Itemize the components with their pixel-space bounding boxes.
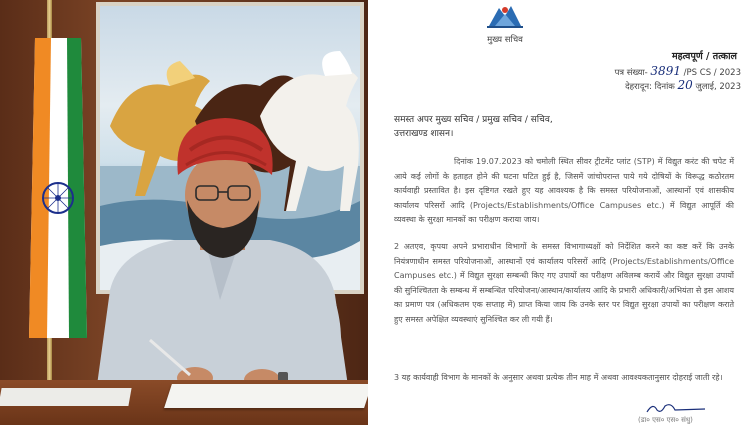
signatory-name: (डा० एस० एस० संधु) <box>638 416 693 424</box>
signature-mark <box>645 400 715 416</box>
official-photo <box>0 0 368 425</box>
letter-paragraph-1: दिनांक 19.07.2023 को चमोली स्थित सीवर ट्रीटमेंट प्लांट (STP) में विद्युत करंट की चपेट में आये कई लोगों के हताहत होने की घटना घटित हुई है, जिसमें जांचोपरान्त पाये गये दोषियों के विरूद्ध कठोरतम कार्यवाही प्रस्तावित है। इस दृष्टिगत रखते हुए यह आवश्यक है कि समस्त परियोजनाओं, आस्थानों एवं शासकीय कार्यालय परिसरों आदि (Projects/Establishments/Office Campuses etc.) में विद्युत आपूर्ति की व्यवस्था के सुरक्षा मानकों का परीक्षण कराया जाय। <box>394 157 734 225</box>
office-name: मुख्य सचिव <box>487 35 523 45</box>
letter-reference <box>615 64 741 78</box>
addressee-line-2: उत्तराखण्ड शासन। <box>394 129 454 139</box>
addressee-line-1: समस्त अपर मुख्य सचिव / प्रमुख सचिव / सचिव, <box>394 115 553 125</box>
person-at-desk <box>0 0 368 425</box>
ref-number: 3891 <box>650 64 681 78</box>
ref-label: पत्र संख्या- <box>614 68 648 78</box>
letter-date <box>625 78 741 92</box>
date-label: देहरादून: दिनांक <box>625 82 675 92</box>
letter-paragraph-2: 2 अतएव, कृपया अपने प्रभाराधीन विभागों के समस्त विभागाध्यक्षों को निर्देशित करने का कष्ट करें कि उनके नियंत्रणाधीन समस्त परियोजनाओं, आस्थानों एवं कार्यालय परिसरों आदि (Projects/Establishments/Office Campuses etc.) में विद्युत सुरक्षा सम्बन्धी किए गए उपायों का परीक्षण अविलम्ब करायें और विद्युत सुरक्षा उपायों की सुनिश्चितता के सम्बन्ध में सम्बन्धित परियोजना/आस्थान/कार्यालय आदि के प्रभारी अधिकारी/अभियंता से इस आशय का प्रमाण पत्र (अधिकतम एक सप्ताह में) प्राप्त किया जाय कि उनके स्तर पर विद्युत सुरक्षा उपायों का परीक्षण कराते हुए समस्त अपेक्षित व्यवस्थाएं सुनिश्चित कर ली गयी हैं। <box>394 242 734 324</box>
priority-label: महत्वपूर्ण / तत्काल <box>671 51 737 62</box>
desk-papers-left <box>0 388 132 406</box>
official-letter <box>370 0 751 425</box>
uttarakhand-emblem-icon <box>485 0 525 30</box>
letter-paragraph-3: 3 यह कार्यवाही विभाग के मानकों के अनुसार अथवा प्रत्येक तीन माह में अथवा आवश्यकतानुसार दोहराई जाती रहे। <box>394 373 723 382</box>
ref-suffix: /PS CS / 2023 <box>683 68 741 78</box>
date-rest: जुलाई, 2023 <box>695 82 741 92</box>
date-day: 20 <box>677 78 693 92</box>
desk-papers <box>164 384 368 408</box>
